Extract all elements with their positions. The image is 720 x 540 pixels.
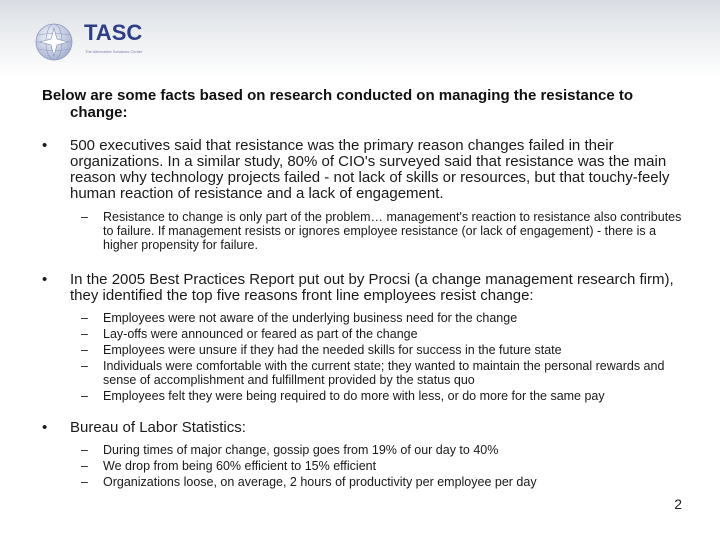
bullet-3 <box>42 419 682 436</box>
sub-bullet-text: Lay-offs were announced or feared as part of the change <box>103 327 418 341</box>
sub-bullet <box>81 343 682 357</box>
dash-marker: – <box>81 311 88 325</box>
sub-bullet <box>81 359 682 387</box>
logo-tagline: The Alternative Solutions Center <box>85 49 143 54</box>
dash-marker: – <box>81 343 88 357</box>
bullet-text: In the 2005 Best Practices Report put out by Procsi (a change management research firm), they identified the top five reasons front line employees resist change: <box>70 271 674 304</box>
dash-marker: – <box>81 327 88 341</box>
sub-bullet-text: Employees were not aware of the underlying business need for the change <box>103 311 518 325</box>
dash-marker: – <box>81 389 88 403</box>
sub-bullet-text: Resistance to change is only part of the problem… management's reaction to resistance also contributes to failure. If management resists or ignores employee resistance (or lack of engagement) - there is a higher propensity for failure. <box>103 210 682 252</box>
sub-bullet-text: Individuals were comfortable with the current state; they wanted to maintain the personal rewards and sense of accomplishment and fulfillment provided by the status quo <box>103 359 665 387</box>
dash-marker: – <box>81 210 88 224</box>
sub-bullet-text: We drop from being 60% efficient to 15% efficient <box>103 459 377 473</box>
bullet-text: Bureau of Labor Statistics: <box>70 419 246 436</box>
bullet-text: 500 executives said that resistance was the primary reason changes failed in their organizations. In a similar study, 80% of CIO's surveyed said that resistance was the main reason why technology projects failed - not lack of skills or resources, but that touchy-feely human reaction of resistance and a lack of engagement. <box>70 137 670 202</box>
sub-bullet <box>81 311 682 325</box>
page-number: 2 <box>674 496 682 512</box>
bullet-marker: • <box>42 137 48 154</box>
bullet-2 <box>42 271 682 304</box>
sub-bullet <box>81 327 682 341</box>
tasc-logo <box>30 18 143 66</box>
sub-bullet-text: During times of major change, gossip goes from 19% of our day to 40% <box>103 443 499 457</box>
sub-bullet <box>81 459 682 473</box>
globe-icon <box>34 22 74 62</box>
sub-bullet-text: Organizations loose, on average, 2 hours of productivity per employee per day <box>103 475 537 489</box>
logo-text: TASC <box>84 20 143 45</box>
intro-heading: Below are some facts based on research conducted on managing the resistance to change: <box>42 87 634 121</box>
bullet-1 <box>42 137 682 202</box>
sub-bullet <box>81 389 682 403</box>
sub-bullet-text: Employees were unsure if they had the needed skills for success in the future state <box>103 343 562 357</box>
slide-content <box>42 87 682 489</box>
bullet-marker: • <box>42 271 48 288</box>
sub-bullet <box>81 210 682 252</box>
sub-bullet-text: Employees felt they were being required to do more with less, or do more for the same pay <box>103 389 605 403</box>
dash-marker: – <box>81 359 88 373</box>
dash-marker: – <box>81 475 88 489</box>
sub-bullet <box>81 443 682 457</box>
dash-marker: – <box>81 443 88 457</box>
sub-bullet <box>81 475 682 489</box>
bullet-marker: • <box>42 419 48 436</box>
dash-marker: – <box>81 459 88 473</box>
